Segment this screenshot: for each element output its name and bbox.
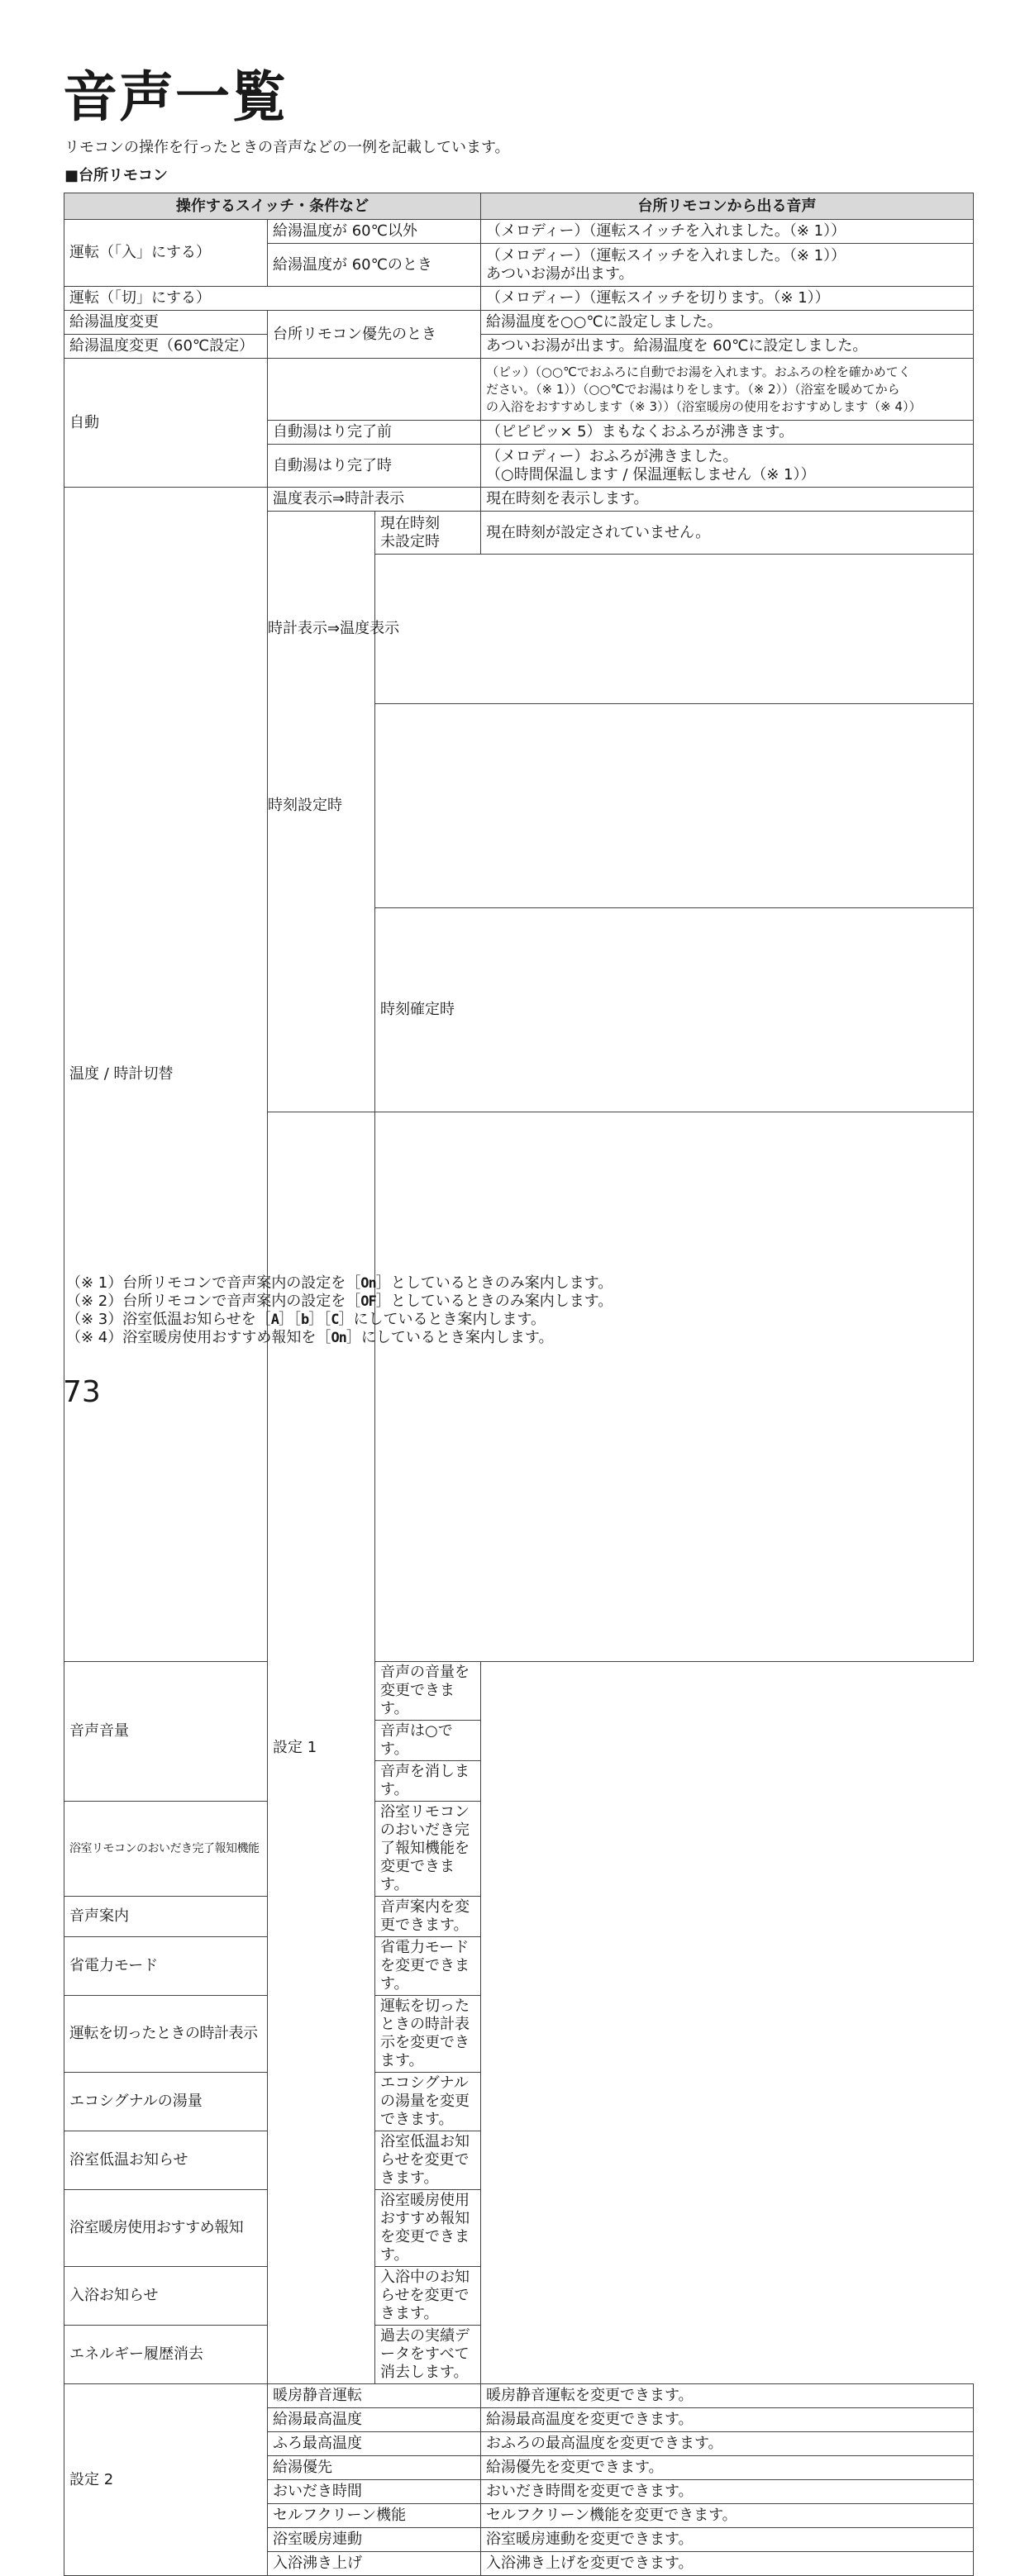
segment-display-code: OF (360, 1293, 376, 1310)
voice-cell: エコシグナルの湯量を変更できます。 (375, 2073, 481, 2131)
cond-cell-empty (268, 359, 481, 421)
sub-cond-cell (375, 512, 481, 555)
cond-cell: 給湯優先 (268, 2456, 481, 2480)
note-text: ］にしているとき案内します。 (346, 1329, 554, 1346)
cond-cell: 音声音量 (64, 1662, 375, 1802)
voice-cell: 浴室暖房連動を変更できます。 (481, 2528, 974, 2552)
voice-cell: 過去の実績データをすべて消去します。 (375, 2326, 481, 2384)
voice-cell: 入浴沸き上げを変更できます。 (481, 2552, 974, 2576)
cond-cell: 浴室低温お知らせ (64, 2131, 375, 2190)
voice-cell: 音声の音量を変更できます。 (375, 1662, 481, 1721)
table-row (64, 2190, 974, 2267)
footnote-2 (66, 1293, 613, 1311)
note-text: （※ 3）浴室低温お知らせを［ (66, 1311, 271, 1328)
voice-cell: 現在時刻を表示します。 (481, 488, 974, 512)
row-label-run-off: 運転（「切」にする） (64, 287, 481, 311)
cond-cell: セルフクリーン機能 (268, 2504, 481, 2528)
voice-line: （メロディー）（運転スイッチを入れました。（※ 1）） (486, 246, 846, 264)
voice-cell: おいだき時間を変更できます。 (481, 2480, 974, 2504)
cond-cell: 自動湯はり完了前 (268, 421, 481, 445)
voice-cell: 省電力モードを変更できます。 (375, 1937, 481, 1996)
table-row (64, 2326, 974, 2384)
table-row (64, 1996, 974, 2073)
cond-cell: 暖房静音運転 (268, 2384, 481, 2408)
header-condition: 操作するスイッチ・条件など (64, 193, 481, 220)
sub-cond-cell: 時刻確定時 (375, 908, 974, 1112)
footnote-1 (66, 1274, 613, 1293)
cond-cell: 自動湯はり完了時 (268, 445, 481, 488)
voice-cell: 暖房静音運転を変更できます。 (481, 2384, 974, 2408)
segment-display-code: C (331, 1312, 339, 1328)
note-text: ］にしているとき案内します。 (338, 1311, 546, 1328)
voice-cell (481, 244, 974, 287)
row-label-temp-change-60: 給湯温度変更（60℃設定） (64, 335, 268, 359)
row-label-auto: 自動 (64, 359, 268, 488)
sub-cond-line: 現在時刻 (380, 514, 440, 532)
cond-cell: おいだき時間 (268, 2480, 481, 2504)
footnote-3 (66, 1311, 613, 1329)
table-header-row (64, 193, 974, 220)
cond-cell: エコシグナルの湯量 (64, 2073, 375, 2131)
voice-cell: 入浴中のお知らせを変更できます。 (375, 2267, 481, 2326)
table-row (64, 2384, 974, 2408)
voice-cell: 音声案内を変更できます。 (375, 1897, 481, 1937)
voice-cell: 浴室暖房使用おすすめ報知を変更できます。 (375, 2190, 481, 2267)
cond-cell: 温度表示⇒時計表示 (268, 488, 481, 512)
voice-cell: 浴室リモコンのおいだき完了報知機能を変更できます。 (375, 1802, 481, 1897)
cond-cell: 浴室暖房使用おすすめ報知 (64, 2190, 375, 2267)
voice-cell: あついお湯が出ます。給湯温度を 60℃に設定しました。 (481, 335, 974, 359)
note-text: ］としているときのみ案内します。 (375, 1293, 613, 1310)
voice-line: （ピッ）（○○℃でおふろに自動でお湯を入れます。おふろの栓を確かめてく (486, 364, 911, 379)
cond-cell: 入浴沸き上げ (268, 2552, 481, 2576)
cond-cell: 音声案内 (64, 1897, 375, 1937)
table-row (64, 220, 974, 244)
section-heading: ■台所リモコン (64, 167, 169, 184)
voice-cell: （メロディー）（運転スイッチを切ります。（※ 1）） (481, 287, 974, 311)
table-row (64, 2073, 974, 2131)
voice-line: （○時間保温します / 保温運転しません（※ 1）） (486, 465, 816, 483)
cond-cell: ふろ最高温度 (268, 2432, 481, 2456)
voice-cell: 給湯最高温度を変更できます。 (481, 2408, 974, 2432)
note-text: ］としているときのみ案内します。 (375, 1274, 613, 1292)
voice-line: （メロディー）おふろが沸きました。 (486, 447, 738, 465)
table-row (64, 287, 974, 311)
segment-display-code: On (331, 1330, 346, 1346)
footnote-4 (66, 1329, 613, 1347)
note-text: ］［ (278, 1311, 301, 1328)
table-row (64, 1662, 974, 1721)
cond-cell: 時計表示⇒温度表示 (263, 555, 861, 704)
voice-line: の入浴をおすすめします（※ 3））（浴室暖房の使用をおすすめします（※ 4）） (486, 398, 922, 414)
row-label-clock: 温度 / 時計切替 (64, 488, 268, 1662)
table-row (64, 335, 974, 359)
table-row (64, 2131, 974, 2190)
table-row (64, 1897, 974, 1937)
table-row (64, 311, 974, 335)
cond-cell: 給湯温度が 60℃のとき (268, 244, 481, 287)
voice-cell: 浴室低温お知らせを変更できます。 (375, 2131, 481, 2190)
cond-cell: 入浴お知らせ (64, 2267, 375, 2326)
voice-cell: 給湯優先を変更できます。 (481, 2456, 974, 2480)
cond-cell: 浴室リモコンのおいだき完了報知機能 (64, 1802, 375, 1897)
row-label-run-on: 運転（「入」にする） (64, 220, 268, 287)
note-text: （※ 4）浴室暖房使用おすすめ報知を［ (66, 1329, 331, 1346)
segment-display-code: b (300, 1312, 309, 1328)
cond-cell: 省電力モード (64, 1937, 375, 1996)
voice-cell (481, 445, 974, 488)
segment-display-code: A (270, 1312, 279, 1328)
cond-cell: 運転を切ったときの時計表示 (64, 1996, 375, 2073)
cond-cell: 時刻設定時 (263, 704, 861, 908)
table-row (64, 488, 974, 512)
cond-cell: 給湯温度が 60℃以外 (268, 220, 481, 244)
table-row (64, 2267, 974, 2326)
voice-cell: 音声を消します。 (375, 1761, 481, 1802)
cond-cell: 浴室暖房連動 (268, 2528, 481, 2552)
voice-line: ださい。（※ 1））（○○℃でお湯はりをします。（※ 2））（浴室を暖めてから (486, 381, 900, 397)
footnotes (66, 1274, 613, 1347)
row-label-settings1: 設定 1 (268, 1112, 375, 2384)
voice-cell: おふろの最高温度を変更できます。 (481, 2432, 974, 2456)
note-text: ］［ (308, 1311, 331, 1328)
cond-cell: エネルギー履歴消去 (64, 2326, 375, 2384)
header-voice: 台所リモコンから出る音声 (481, 193, 974, 220)
voice-cell: 音声は○です。 (375, 1721, 481, 1761)
voice-cell: 運転を切ったときの時計表示を変更できます。 (375, 1996, 481, 2073)
voice-cell: 現在時刻が設定されていません。 (481, 512, 974, 555)
voice-cell (481, 359, 974, 421)
sub-cond-line: 未設定時 (380, 532, 440, 550)
voice-cell: 給湯温度を○○℃に設定しました。 (481, 311, 974, 335)
voice-line: あついお湯が出ます。 (486, 264, 634, 283)
voice-cell: （メロディー）（運転スイッチを入れました。（※ 1）） (481, 220, 974, 244)
table-row (64, 1802, 974, 1897)
row-label-settings2: 設定 2 (64, 2384, 268, 2576)
table-row (64, 359, 974, 421)
voice-cell: （ピピピッ× 5）まもなくおふろが沸きます。 (481, 421, 974, 445)
cond-cell-empty (375, 1112, 974, 1662)
intro-text: リモコンの操作を行ったときの音声などの一例を記載しています。 (64, 139, 510, 156)
page-title: 音声一覧 (63, 65, 288, 129)
page-number: 73 (63, 1375, 101, 1409)
note-text: （※ 2）台所リモコンで音声案内の設定を［ (66, 1293, 361, 1310)
row-label-temp-change: 給湯温度変更 (64, 311, 268, 335)
note-text: （※ 1）台所リモコンで音声案内の設定を［ (66, 1274, 361, 1292)
table-row (64, 1937, 974, 1996)
cond-cell: 給湯最高温度 (268, 2408, 481, 2432)
segment-display-code: On (360, 1275, 376, 1292)
cond-cell: 台所リモコン優先のとき (268, 311, 481, 359)
voice-table (64, 193, 974, 2576)
voice-cell: セルフクリーン機能を変更できます。 (481, 2504, 974, 2528)
